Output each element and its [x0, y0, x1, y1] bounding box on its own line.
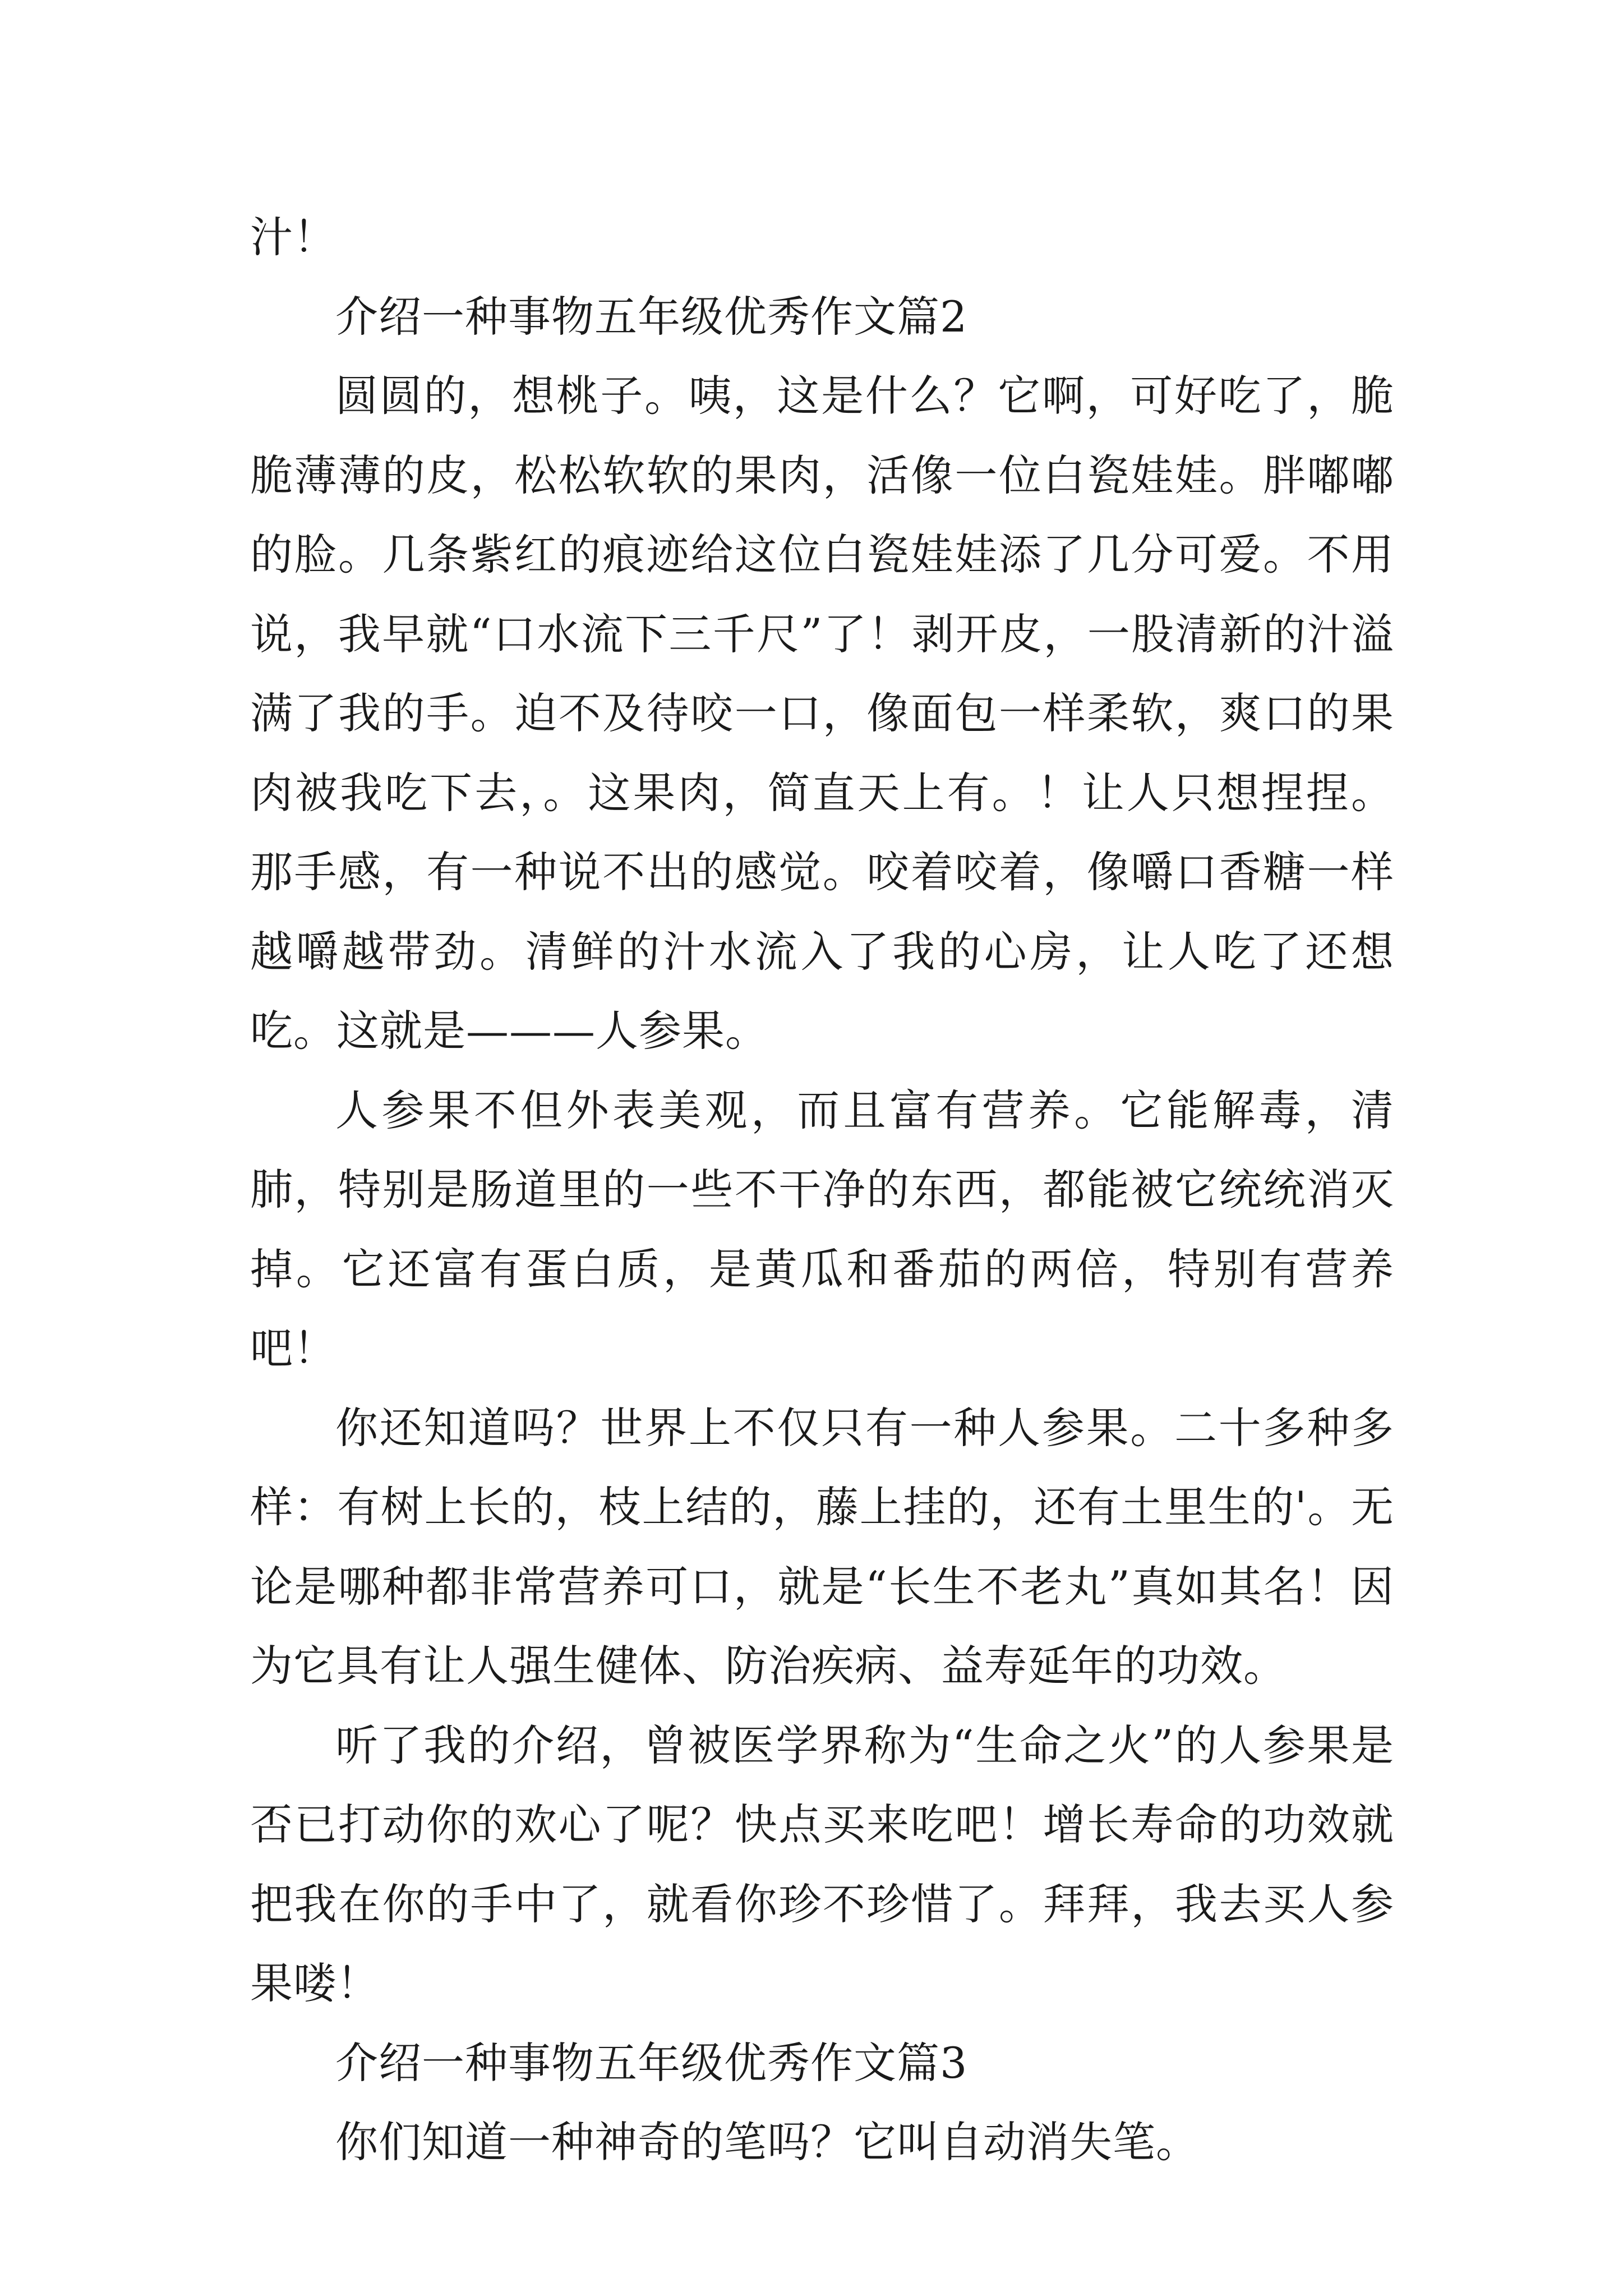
- paragraph: 听了我的介绍，曾被医学界称为“生命之火”的人参果是否已打动你的欢心了呢？快点买来吃吧！增长寿命的功效就把我在你的手中了，就看你珍不珍惜了。拜拜，我去买人参果喽！: [250, 1720, 1394, 2008]
- paragraph: 你还知道吗？世界上不仅只有一种人参果。二十多种多样：有树上长的，枝上结的，藤上挂的，还有土里生的'。无论是哪种都非常营养可口，就是“长生不老丸”真如其名！因为它具有让人强生健体、防治疾病、益寿延年的功效。: [250, 1402, 1394, 1691]
- paragraph: 人参果不但外表美观，而且富有营养。它能解毒，清肺，特别是肠道里的一些不干净的东西，都能被它统统消灭掉。它还富有蛋白质，是黄瓜和番茄的两倍，特别有营养吧！: [250, 1085, 1394, 1373]
- paragraph-fragment: 汁！: [250, 212, 336, 262]
- paragraph: 圆圆的，想桃子。咦，这是什么？它啊，可好吃了，脆脆薄薄的皮，松松软软的果肉，活像一位白瓷娃娃。胖嘟嘟的脸。几条紫红的痕迹给这位白瓷娃娃添了几分可爱。不用说，我早就“口水流下三千尺”了！剥开皮，一股清新的汁溢满了我的手。迫不及待咬一口，像面包一样柔软，爽口的果肉被我吃下去，。这果肉，简直天上有。！让人只想捏捏。那手感，有一种说不出的感觉。咬着咬着，像嚼口香糖一样越嚼越带劲。清鲜的汁水流入了我的心房，让人吃了还想吃。这就是———人参果。: [250, 371, 1394, 1056]
- paragraph: 你们知道一种神奇的笔吗？它叫自动消失笔。: [335, 2117, 1199, 2167]
- document-body: [250, 197, 1394, 2182]
- section-heading: 介绍一种事物五年级优秀作文篇2: [335, 291, 968, 342]
- section-heading: 介绍一种事物五年级优秀作文篇3: [335, 2037, 968, 2088]
